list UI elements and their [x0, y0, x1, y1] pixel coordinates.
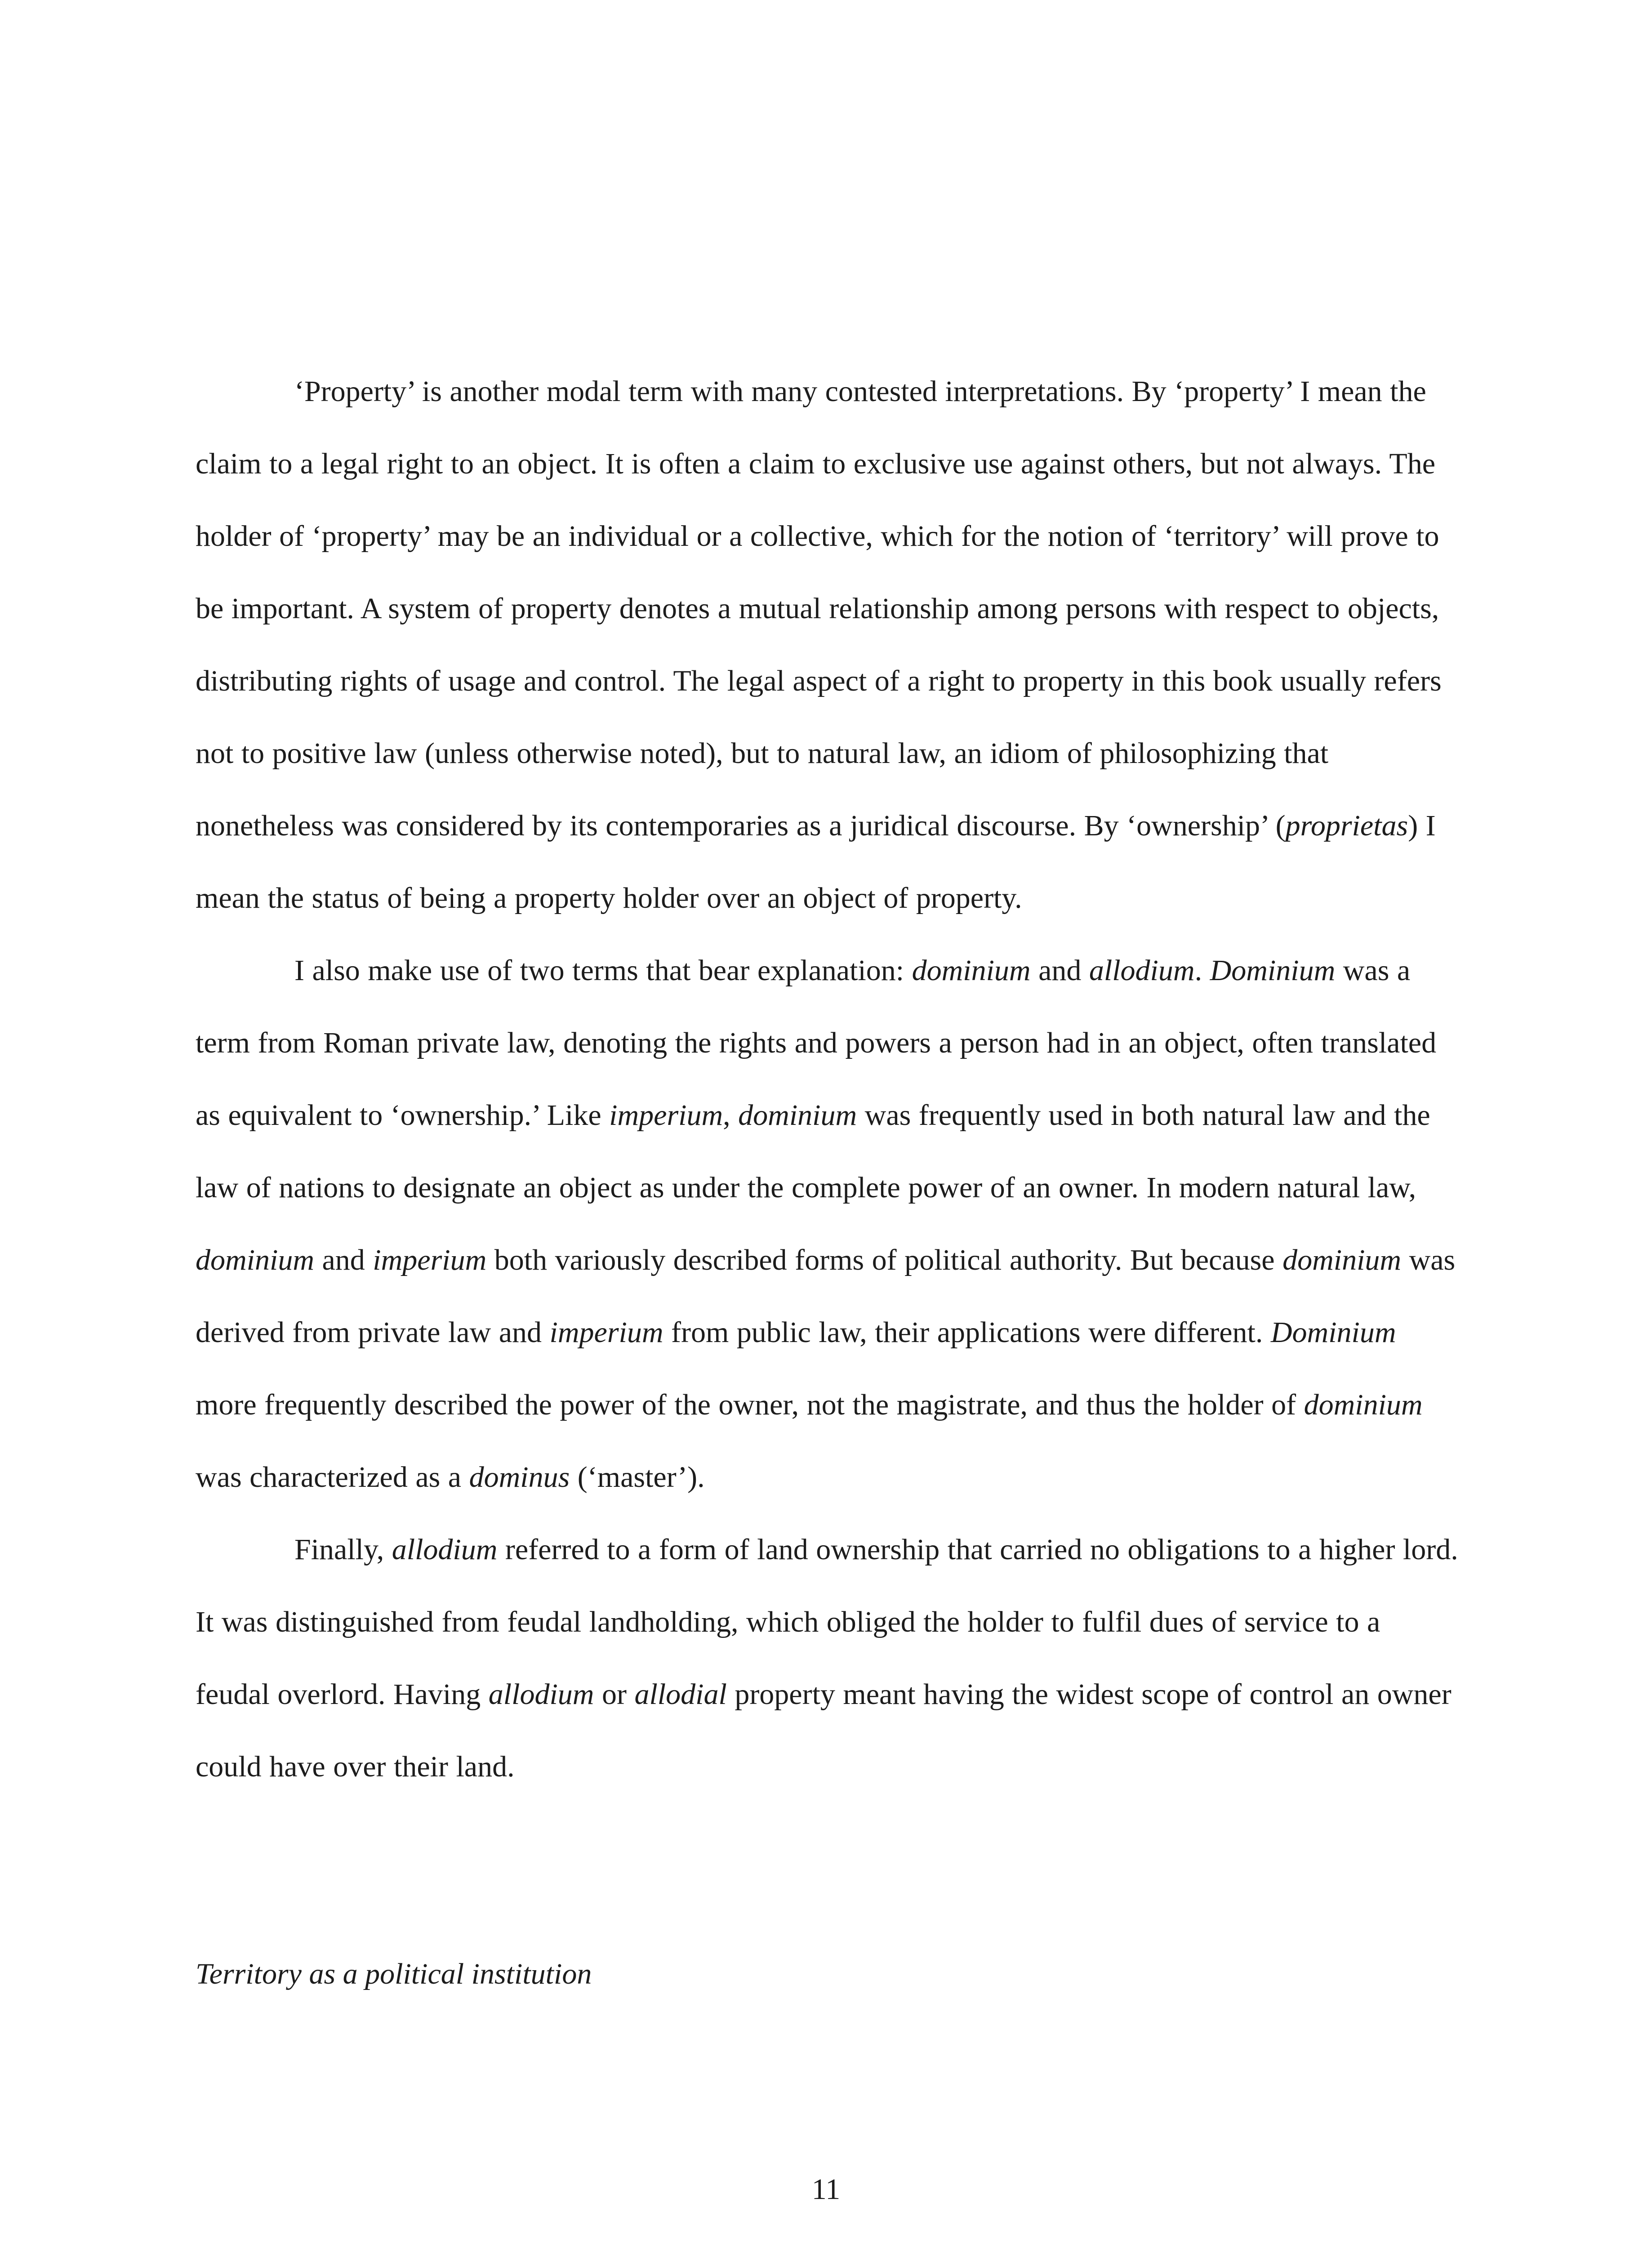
text-run: more frequently described the power of the owner, not the magistrate, and thus the holder of	[196, 1388, 1304, 1421]
text-run: property meant having the widest scope of control an owner could have over their land.	[196, 1678, 1452, 1783]
text-run: and	[1030, 954, 1089, 987]
text-run: from public law, their applications were different.	[663, 1316, 1271, 1349]
italic-term: dominus	[469, 1461, 570, 1494]
italic-term: imperium	[549, 1316, 663, 1349]
text-run: referred to a form of land ownership that carried no obligations to a higher lord. It was distinguished from feudal landholding, which obliged the holder to fulfil dues of service to a feudal overlord. Having	[196, 1533, 1458, 1711]
text-run: (‘master’).	[570, 1461, 705, 1494]
italic-term: allodial	[634, 1678, 727, 1711]
italic-term: allodium	[1089, 954, 1195, 987]
text-run: was a term from Roman private law, denoting the rights and powers a person had in an object, often translated as equivalent to ‘ownership.’ Like	[196, 954, 1437, 1132]
text-run: was derived from private law and	[196, 1244, 1456, 1349]
italic-term: dominium	[1304, 1388, 1423, 1421]
text-run: Finally,	[294, 1533, 392, 1566]
text-run: ,	[723, 1099, 739, 1132]
italic-term: dominium	[738, 1099, 857, 1132]
section-heading: Territory as a political institution	[196, 1958, 592, 1990]
paragraph-allodium	[196, 1513, 1461, 1803]
text-run: ‘Property’ is another modal term with many contested interpretations. By ‘property’ I mean the claim to a legal right to an object. It is often a claim to exclusive use against others, but not always. The holder of ‘property’ may be an individual or a collective, which for the notion of ‘territory’ will prove to be important. A system of property denotes a mutual relationship among persons with respect to objects, distributing rights of usage and control. The legal aspect of a right to property in this book usually refers not to positive law (unless otherwise noted), but to natural law, an idiom of philosophizing that nonetheless was considered by its contemporaries as a juridical discourse. By ‘ownership’ (	[196, 375, 1442, 842]
paragraph-property	[196, 355, 1461, 934]
page-number: 11	[811, 2173, 841, 2206]
italic-term: dominium	[912, 954, 1031, 987]
text-run: and	[314, 1244, 373, 1276]
body-text	[196, 355, 1461, 1803]
text-run: ) I mean the status of being a property holder over an object of property.	[196, 809, 1436, 914]
text-run: .	[1194, 954, 1210, 987]
italic-term: allodium	[392, 1533, 498, 1566]
italic-term: imperium	[609, 1099, 723, 1132]
italic-term: dominium	[196, 1244, 314, 1276]
text-run: was frequently used in both natural law and the law of nations to designate an object as under the complete power of an owner. In modern natural law,	[196, 1099, 1430, 1204]
text-run: or	[594, 1678, 635, 1711]
italic-term: allodium	[488, 1678, 594, 1711]
italic-term: imperium	[373, 1244, 487, 1276]
italic-term: dominium	[1282, 1244, 1402, 1276]
italic-term: proprietas	[1285, 809, 1408, 842]
italic-term: Dominium	[1270, 1316, 1396, 1349]
text-run: both variously described forms of political authority. But because	[486, 1244, 1283, 1276]
paragraph-dominium-allodium	[196, 934, 1461, 1513]
text-run: I also make use of two terms that bear explanation:	[294, 954, 912, 987]
italic-term: Dominium	[1210, 954, 1336, 987]
text-run: was characterized as a	[196, 1461, 469, 1494]
